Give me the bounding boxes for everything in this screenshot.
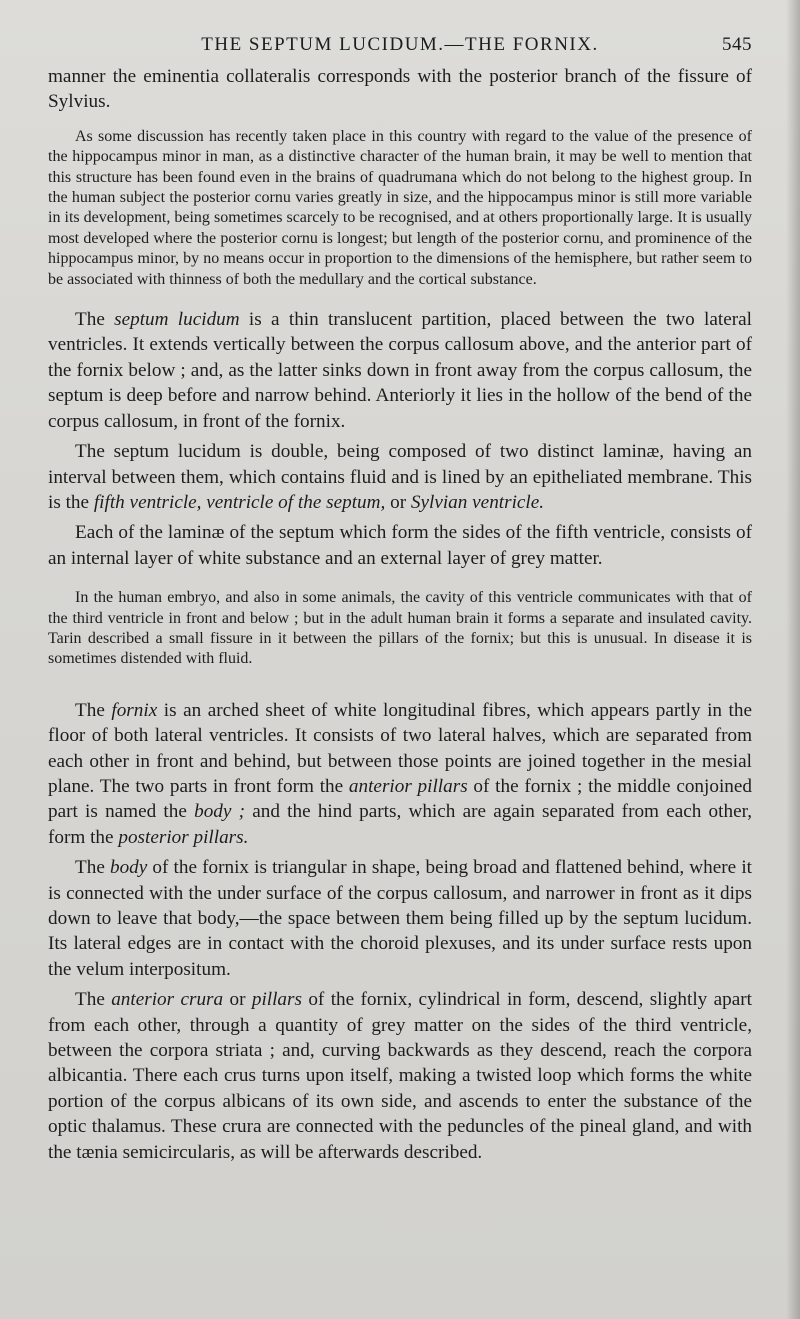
term-sylvian-ventricle: Sylvian ventricle. (410, 491, 545, 513)
term-body-of-fornix: body (109, 857, 148, 879)
term-pillars: pillars (251, 989, 302, 1011)
page-spine-shadow (786, 0, 800, 1319)
paragraph-laminae: Each of the laminæ of the septum which form the sides of the fifth ventricle, consists of an internal layer of white substance and an external layer of grey matter. (48, 522, 752, 569)
term-posterior-pillars: posterior pillars. (118, 826, 249, 848)
note-hippocampus-minor: As some discussion has recently taken place in this country with regard to the value of the presence of the hippocampus minor in man, as a distinctive character of the human brain, it may be well to mention that this structure has been found even in the brains of quadrumana which do not belong to the highest group. In the human subject the posterior cornu varies greatly in size, and the hippocampus minor is still more variable in its development, being sometimes scarcely to be recognised, and at others proportionally large. It is usually most developed where the posterior cornu is longest; but length of the posterior cornu, and prominence of the hippocampus minor, by no means occur in proportion to the dimensions of the hemisphere, but rather seem to be associated with thinness of both the medullary and the cortical substance. (48, 127, 752, 288)
page-number: 545 (722, 34, 752, 55)
paragraph-septum-double: The septum lucidum is double, being composed of two distinct laminæ, having an interval between them, which contains fluid and is lined by an epitheliated membrane. This is the fifth ventricle, ventricle of the septum, or Sylvian ventricle. (48, 441, 752, 513)
term-anterior-pillars: anterior pillars (348, 775, 468, 797)
paragraph-fornix-body: The body of the fornix is triangular in shape, being broad and flattened behind, where it is connected with the under surface of the corpus callosum, and narrower in front as it dips down to leave that body,—the space between them being filled up by the septum lucidum. Its lateral edges are in contact with the choroid plexuses, and its under surface rests upon the velum interpositum. (48, 857, 752, 980)
running-header (48, 34, 752, 64)
term-body: body ; (194, 801, 246, 823)
paragraph-eminentia-continuation: manner the eminentia collateralis corresponds with the posterior branch of the fissure of Sylvius. (48, 66, 752, 113)
paragraph-fornix: The fornix is an arched sheet of white longitudinal fibres, which appears partly in the floor of both lateral ventricles. It consists of two lateral halves, which are separated from each other in front and behind, but between those points are joined together in the mesial plane. The two parts in front form the anterior pillars of the fornix ; the middle conjoined part is named the body ; and the hind parts, which are again separated from each other, form the posterior pillars. (48, 699, 753, 848)
term-anterior-crura: anterior crura (111, 989, 224, 1011)
term-fifth-ventricle: fifth ventricle, ventricle of the septum, (93, 491, 386, 513)
running-title: THE SEPTUM LUCIDUM.—THE FORNIX. (201, 34, 599, 55)
note-embryo: In the human embryo, and also in some animals, the cavity of this ventricle communicates with that of the third ventricle in front and below ; but in the adult human brain it forms a separate and insulated cavity. Tarin described a small fissure in it between the pillars of the fornix; but this is unusual. In disease it is sometimes distended with fluid. (48, 589, 752, 668)
paragraph-septum-lucidum: The septum lucidum is a thin translucent partition, placed between the two lateral ventricles. It extends vertically between the corpus callosum above, and the anterior part of the fornix below ; and, as the latter sinks down in front away from the corpus callosum, the septum is deep before and narrow behind. Anteriorly it lies in the hollow of the bend of the corpus callosum, in front of the fornix. (48, 309, 752, 432)
paragraph-anterior-crura: The anterior crura or pillars of the fornix, cylindrical in form, descend, slightly apart from each other, through a quantity of grey matter on the sides of the third ventricle, between the corpora striata ; and, curving backwards as they descend, reach the corpora albicantia. There each crus turns upon itself, making a twisted loop which forms the white portion of the corpus albicans of its own side, and ascends to enter the substance of the optic thalamus. These crura are connected with the peduncles of the pineal gland, and with the tænia semicircularis, as will be afterwards described. (48, 989, 752, 1163)
term-septum-lucidum: septum lucidum (114, 309, 240, 331)
term-fornix: fornix (111, 699, 158, 721)
